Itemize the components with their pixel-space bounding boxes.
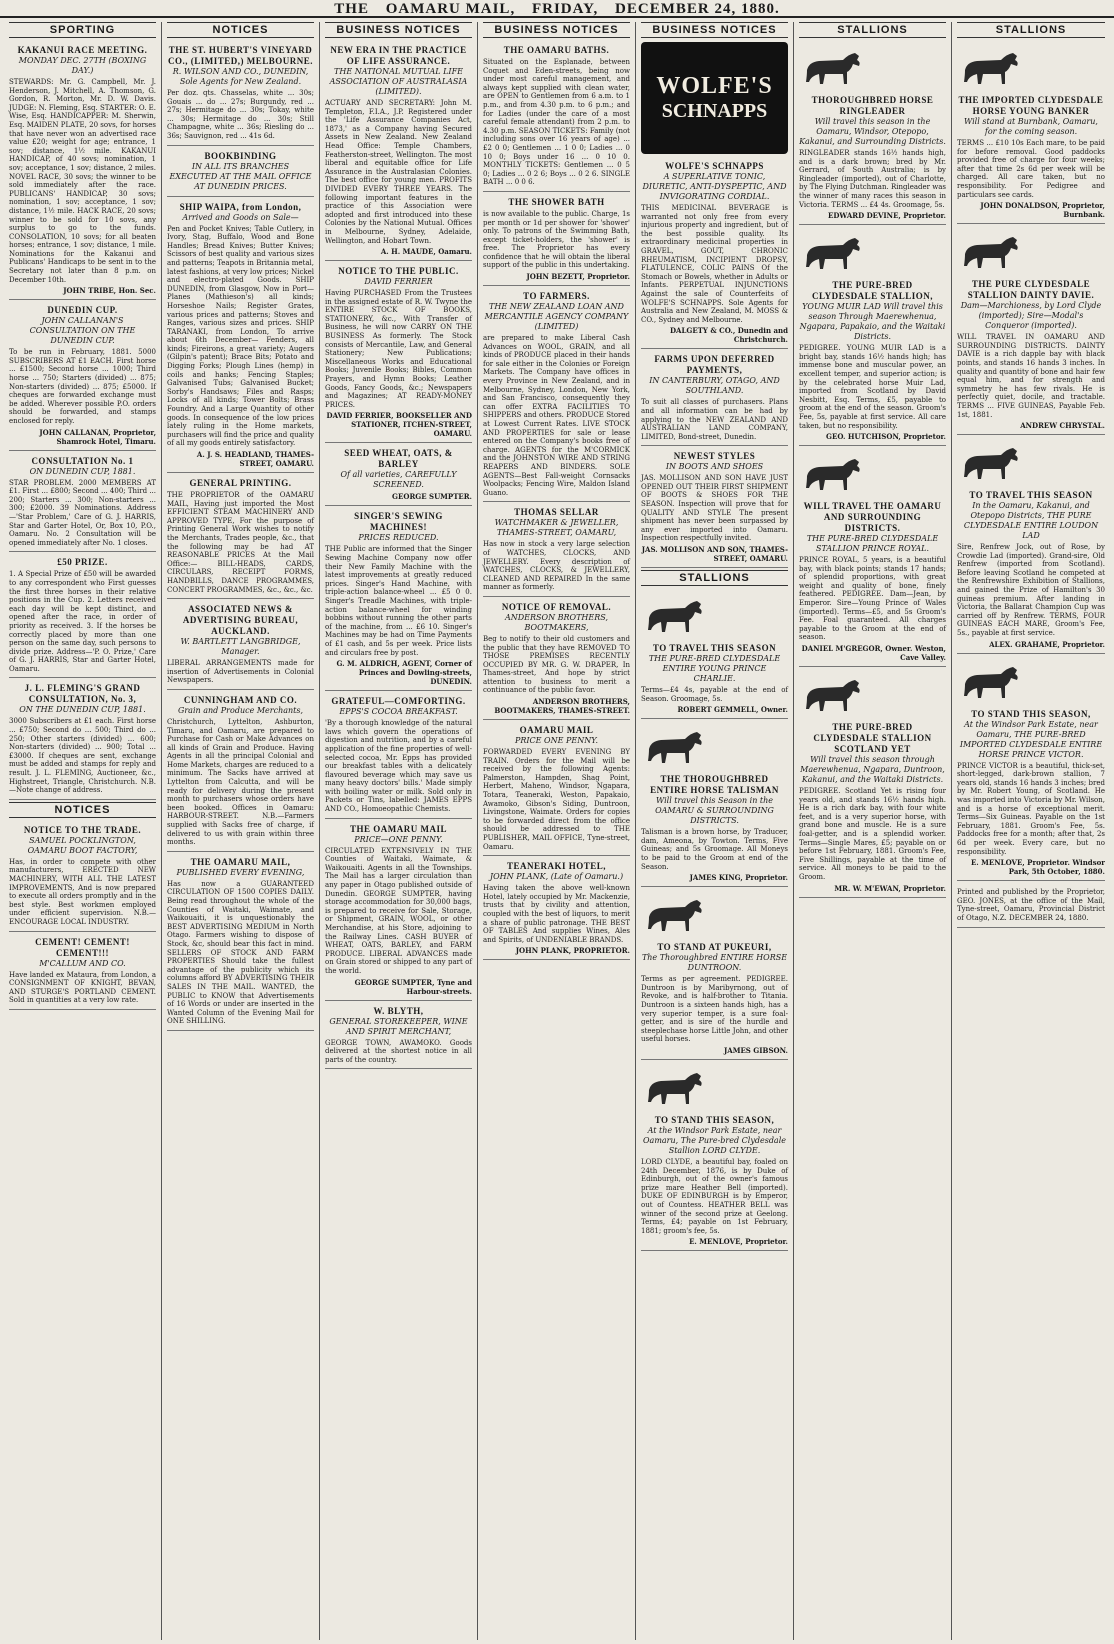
ad-title: TO TRAVEL THIS SEASON — [969, 490, 1093, 501]
advertisement — [799, 669, 946, 898]
ad-body-text: is now available to the public. Charge, 1s per month or 1d per shower for 'shower' only. To patrons of the Swimming Bath, except ticket-holders, the 'shower' is free. The Proprietor has every confidence that he will obtain the liberal support of the public in this undertaking. — [483, 209, 630, 270]
ad-title: CUNNINGHAM AND CO. — [183, 694, 298, 705]
column-3 — [320, 22, 478, 1640]
ad-body-text: Having taken the above well-known Hotel, lately occupied by Mr. Mackenzie, trusts that by civility and attention, coupled with the best of liquors, to merit a share of public patronage. THE BEST OF TABLES And supplies Wines, Ales and Spirits, of UNDENIABLE BRANDS. — [483, 884, 630, 944]
ad-subtitle: PRICE—ONE PENNY. — [354, 834, 443, 844]
ad-body-text: GEORGE TOWN, AWAMOKO. Goods delivered at the shortest notice in all parts of the country. — [325, 1038, 472, 1064]
ad-subtitle: PRICE ONE PENNY. — [514, 736, 599, 746]
ad-body-text: 'By a thorough knowledge of the natural laws which govern the operations of digestion and nutrition, and by a careful application of the fine properties of well-selected cocoa, Mr. Epps has provided our breakfast tables with a delicately flavoured beverage which may save us many heavy doctors' bills.' Made simply with boiling water or milk. Sold only in Packets or Tins, labelled: JAMES EPPS AND CO., Homoeopathic Chemists. — [325, 719, 472, 814]
ad-title: KAKANUI RACE MEETING. — [17, 45, 148, 55]
horse-engraving-icon — [957, 48, 1027, 88]
advertisement — [483, 504, 630, 597]
advertisement — [483, 858, 630, 960]
ad-signature: JOHN CALLANAN, Proprietor, Shamrock Hotel, Timaru. — [39, 427, 156, 446]
ad-body-text: Having PURCHASED From the Trustees in the assigned estate of R. W. Twyne the ENTIRE STOCK OF BOOKS, STATIONERY, &c., With Transfer of Business, he will now CARRY ON THE BUSINESS As formerly. The Stock consists of Mercantile, Law, and General Stationery; New Publications; Miscellaneous Works and Educational Books; Juvenile Books; Bibles, Common Prayers, and Hymn Books; Leather Goods, Fancy Goods, &c.; Newspapers and Magazines; AT READY-MONEY PRICES. — [325, 289, 472, 409]
advertisement — [167, 601, 314, 690]
advertisement — [799, 448, 946, 667]
horse-engraving-icon — [957, 232, 1027, 272]
ad-subtitle: GENERAL STOREKEEPER, WINE AND SPIRIT MERCHANT, — [329, 1016, 468, 1036]
ad-body-text: THE Public are informed that the Singer Sewing Machine Company now offer their New Family Machine with the latest improvements at greatly reduced prices. Singer's Hand Machine, with triple-action balance-wheel ... £5 0 0. Singer's Treadle Machines, with triple-action balance-wheel for winding bobbins without running the other parts of the machine, from ... £6 10. Singer's Machines may be had on Time Payments of £1 cash, and 5s per week. Price lists and circulars free by post. — [325, 545, 472, 657]
advertisement — [957, 656, 1105, 882]
ad-body-text: Pen and Pocket Knives; Table Cutlery, in Ivory, Stag, Buffalo, Wood and Bone Handles; Bread Knives; Butter Knives; Scissors of best quality and various sizes and patterns; Teapots in Britannia metal, latest fashions, at very low prices; Nickel and electro-plated Goods. SHIP DUNEDIN, from Glasgow, Now in Port— Planes (Mathieson's) all kinds; Horseshoe Nails; Register Grates, various prices and patterns; Stoves and Ranges, various sizes and prices. SHIP TARANAKI, from London, To arrive about 6th December— Fenders, all kinds; Fireirons, a great variety; Augers (Gilpin's patent); Brace Bits; Potato and Digging Forks; Plough Lines (hemp) in coils and hanks; Fencing Staples; Galvanised Tubs; Galvanised Bucket; Sorby's Handsaws; Files and Rasps; Locks of all kinds; Tower Bolts; Brass Foundry. And a Large Quantity of other goods. In consequence of the low prices lately ruling in the Home markets, purchasers will find the price and quality of all my goods entirely satisfactory. — [167, 224, 314, 448]
ad-body-text: LIBERAL ARRANGEMENTS made for insertion of Advertisements in Colonial Newspapers. — [167, 659, 314, 685]
advertisement — [641, 1062, 788, 1251]
column-2 — [162, 22, 320, 1640]
horse-engraving-icon — [957, 443, 1027, 483]
ad-signature: G. M. ALDRICH, AGENT, Corner of Princes and Dowling-streets, DUNEDIN. — [336, 659, 472, 687]
ad-subtitle: IN CANTERBURY, OTAGO, AND SOUTHLAND. — [649, 376, 780, 396]
ad-subtitle: JOHN PLANK, (Late of Oamaru.) — [489, 872, 624, 882]
advertisement — [9, 934, 156, 1010]
ad-subtitle: JOHN CALLANAN'S CONSULTATION ON THE DUNEDIN CUP. — [29, 316, 136, 346]
ad-signature: JOHN PLANK, PROPRIETOR. — [515, 946, 630, 956]
horse-engraving-icon — [799, 48, 869, 88]
ad-title: TO STAND THIS SEASON, — [654, 1114, 775, 1125]
ad-subtitle: Will stand at Burnbank, Oamaru, for the coming season. — [964, 117, 1098, 136]
ad-body-text: Have landed ex Mataura, from London, a CONSIGNMENT OF KNIGHT, BEVAN, AND STURGE'S PORTLAND CEMENT. Sold in quantities at a very low rate. — [9, 970, 156, 1005]
ad-title: THOMAS SELLAR — [514, 507, 599, 518]
ad-subtitle: At the Windsor Park Estate, near Oamaru, The Pure-bred Clydesdale Stallion LORD CLYDE. — [643, 1125, 786, 1155]
ad-subtitle: At the Windsor Park Estate, near Oamaru, THE PURE-BRED IMPORTED CLYDESDALE ENTIRE HORSE PRINCE VICTOR. — [959, 719, 1103, 759]
column-header: BUSINESS NOTICES — [483, 22, 630, 38]
advertisement — [325, 821, 472, 1001]
ad-subtitle: PUBLISHED EVERY EVENING, — [176, 867, 305, 877]
ad-title: THE IMPORTED CLYDESDALE HORSE YOUNG BANKER — [958, 95, 1104, 116]
column-header: NOTICES — [167, 22, 314, 38]
ad-title: THE OAMARU MAIL, — [190, 856, 291, 867]
ad-title: FARMS UPON DEFERRED PAYMENTS, — [654, 354, 775, 376]
ad-title: BOOKBINDING — [204, 150, 277, 161]
ad-body-text: PRINCE VICTOR is a beautiful, thick-set, short-legged, dark-brown stallion, 7 years old, stands 16 hands 3 inches; bred by Mr. Robert Young, of Scotland. He was imported into Victoria by Mr. Wilson, and is a horse of exceptional merit. Terms—Six Guineas. Payable on the 1st February, 1881. Groom's Fee, 5s. Paddocks free for a month; after that, 2s 6d per week. Every care, but no responsibility. — [957, 761, 1105, 856]
ad-signature: E. MENLOVE, Proprietor. — [689, 1237, 788, 1247]
ad-subtitle: PRICES REDUCED. — [358, 533, 439, 543]
ad-signature: A. J. S. HEADLAND, THAMES-STREET, OAMARU. — [196, 450, 314, 468]
advertisement — [483, 194, 630, 286]
column-header-secondary: STALLIONS — [641, 570, 788, 586]
advertisement — [483, 288, 630, 502]
ad-title: NEWEST STYLES — [673, 451, 756, 462]
logo-wolfes: WOLFE'S — [656, 73, 773, 99]
wolfes-schnapps-logo — [641, 42, 788, 154]
advertisement — [325, 1003, 472, 1070]
ad-subtitle: ON THE DUNEDIN CUP, 1881. — [19, 705, 146, 715]
ad-body-text: Has, in order to compete with other manufacturers, ERECTED NEW MACHINERY, WITH ALL THE LATEST IMPROVEMENTS, And is now prepared to execute all orders promptly and in the best style. Best workmen employed under efficient supervision. N.B.— ENCOURAGE LOCAL INDUSTRY. — [9, 857, 156, 926]
ad-signature: DAVID FERRIER, BOOKSELLER AND STATIONER, ITCHEN-STREET, OAMARU. — [326, 411, 472, 439]
ad-subtitle: W. BARTLETT LANGBRIDGE, Manager. — [180, 637, 301, 657]
ad-signature: JOHN TRIBE, Hon. Sec. — [63, 286, 156, 296]
ad-subtitle: THE NATIONAL MUTUAL LIFE ASSOCIATION OF AUSTRALASIA (LIMITED). — [329, 67, 468, 96]
advertisement — [9, 554, 156, 678]
ad-body-text: Beg to notify to their old customers and the public that they have REMOVED TO THOSE PREMISES RECENTLY OCCUPIED BY MR. G. W. DRAPER, In Thames-street, And hope by strict attention to business to merit a continuance of the public favor. — [483, 634, 630, 695]
horse-engraving-icon — [641, 596, 711, 636]
ad-signature: JOHN DONALDSON, Proprietor, Burnbank. — [980, 201, 1105, 220]
ad-title: THE ST. HUBERT'S VINEYARD CO., (LIMITED,) MELBOURNE. — [167, 45, 313, 66]
ad-signature: JAMES GIBSON. — [723, 1045, 788, 1055]
advertisement — [641, 721, 788, 887]
ad-body-text: PEDIGREE. YOUNG MUIR LAD is a bright bay, stands 16½ hands high; has immense bone and muscular power, an excellent temper, and superior action; is by the celebrated horse Muir Lad, imported from Scotland by David Nesbitt, Esq. Terms, £5, payable to groom at the end of the season. Groom's Fee, 5s, payable at first service. All care taken, but no responsibility. — [799, 344, 946, 430]
ad-title: TO STAND AT PUKEURI, — [657, 942, 772, 953]
ad-body-text: Has now in stock a very large selection of WATCHES, CLOCKS, AND JEWELLERY. Every description of WATCHES, CLOCKS, & JEWELLERY, CLEANED AND REPAIRED In the same manner as formerly. — [483, 540, 630, 592]
ad-subtitle: Grain and Produce Merchants, — [177, 705, 304, 715]
ad-body-text: 1. A Special Prize of £50 will be awarded to any correspondent who First guesses the first three horses in their relative positions in the Cup. 2. Letters received each day will be kept distinct, and opened after the race, in order of priority as received. 3. If the horses be correctly placed by more than one person on the same day, such persons to divide prize. Address—'P. O. Prize,' Care of G. J. HARRIS, Star and Garter Hotel, Oamaru. — [9, 570, 156, 673]
ad-title: NEW ERA IN THE PRACTICE OF LIFE ASSURANCE. — [330, 45, 467, 66]
horse-engraving-icon — [799, 675, 869, 715]
ad-title: NOTICE OF REMOVAL. — [501, 601, 612, 612]
ad-title: DUNEDIN CUP. — [47, 305, 118, 316]
ad-subtitle: Will travel this season through Maerewhenua, Ngapara, Duntroon, Kakanui, and the Waitaki Districts. — [800, 755, 945, 785]
ad-body-text: Situated on the Esplanade, between Coquet and Eden-streets, being now under most careful management, and always kept supplied with clean water, are OPEN to Gentlemen from 6 a.m. to 1 p.m., and from 4.30 p.m. to 6 p.m.; and for Ladies (under the care of a most careful female attendant) from 2 p.m. to 4.30 p.m. SEASON TICKETS: Family (not including sons over 16 years of age) ... £2 0 0; Gentlemen ... 1 0 0; Ladies ... 0 10 0; Boys under 16 ... 0 10 0. MONTHLY TICKETS: Gentlemen ... 0 5 0; Ladies ... 0 2 6; Boys ... 0 2 6. SINGLE BATH ... 0 0 6. — [483, 58, 630, 187]
ad-body-text: JAS. MOLLISON AND SON HAVE JUST OPENED OUT THEIR FIRST SHIPMENT OF BOOTS & SHOES FOR THE SEASON. Inspection will prove that for QUALITY AND STYLE The present shipment has never been surpassed by any ever imported into Oamaru. Inspection respectfully invited. — [641, 474, 788, 543]
ad-body-text: TERMS ... £10 10s Each mare, to be paid for before removal. Good paddocks provided free of charge for four weeks; after that time 2s 6d per week will be charged. All care taken, but no responsibility. For Pedigree and particulars see cards. — [957, 139, 1105, 199]
ad-subtitle: M'CALLUM AND CO. — [39, 958, 126, 968]
ad-body-text: Printed and published by the Proprietor, GEO. JONES, at the office of the Mail, Tyne-street, Oamaru, Provincial District of Otago, N.Z. DECEMBER 24, 1880. — [957, 888, 1105, 922]
ad-subtitle: The Thoroughbred ENTIRE HORSE DUNTROON. — [641, 953, 788, 973]
advertisement — [799, 227, 946, 446]
advertisement — [167, 692, 314, 852]
horse-engraving-icon — [799, 454, 869, 494]
ad-body-text: LORD CLYDE, a beautiful bay, foaled on 24th December, 1876, is by Duke of Edinburgh, out of the owner's famous prize mare Heather Bell (imported). DUKE OF EDINBURGH is by Emperor, out of Countess. HEATHER BELL was winner of the second prize at Geelong. Terms, £4; payable on 1st February, 1881; groom's fee, 5s. — [641, 1157, 788, 1235]
ad-title: THE PURE-BRED CLYDESDALE STALLION SCOTLAND YET — [813, 722, 932, 755]
ad-signature: ALEX. GRAHAME, Proprietor. — [989, 639, 1105, 649]
ad-signature: DANIEL M'GREGOR, Owner. Weston, Cave Valley. — [801, 644, 946, 663]
advertisement — [799, 42, 946, 225]
ad-subtitle: ANDERSON BROTHERS, BOOTMAKERS, — [504, 612, 608, 632]
ad-title: TEANERAKI HOTEL, — [506, 861, 607, 872]
ad-title: THE PURE-BRED CLYDESDALE STALLION, — [811, 280, 934, 302]
advertisement — [9, 822, 156, 932]
ad-title: CEMENT! CEMENT! CEMENT!!! — [35, 936, 130, 958]
ad-body-text: STAR PROBLEM. 2000 MEMBERS AT £1. First ... £800; Second ... 400; Third ... 200; Starters ... 300; Non-starters ... 300; £2000. 39 Nominations. Address—'Star Problem,' Care of G. J. HARRIS, Star and Garter Hotel, Or, Box 10, P.O., Oamaru. No. 2 Consultation will be opened immediately after No. 1 closes. — [9, 478, 157, 547]
column-header: SPORTING — [9, 22, 156, 38]
ad-title: THOROUGHBRED HORSE RINGLEADER — [811, 95, 934, 116]
ad-signature: EDWARD DEVINE, Proprietor. — [828, 211, 946, 221]
advertisement — [325, 263, 472, 443]
ad-subtitle: In the Oamaru, Kakanui, and Otepopo Districts, THE PURE CLYDESDALE ENTIRE LOUDON LAD — [963, 501, 1099, 541]
ad-signature: JAMES KING, Proprietor. — [689, 873, 788, 883]
advertisement — [9, 680, 156, 799]
ad-subtitle: R. WILSON AND CO., DUNEDIN, Sole Agents for New Zealand. — [172, 67, 309, 86]
column-header: BUSINESS NOTICES — [641, 22, 788, 38]
column-6 — [794, 22, 952, 1640]
ad-body-text: Talisman is a brown horse, by Traducer, dam, Ameona, by Towton. Terms, Five Guineas; and 5s Groomage. All Moneys to be paid to the Groom at end of the Season. — [641, 828, 788, 871]
ad-body-text: THE PROPRIETOR of the OAMARU MAIL, Having just imported the Most EFFICIENT STEAM MACHINERY AND APPROVED TYPE, For the purpose of Printing General Work wishes to notify the Merchants, Trades people, &c., that the following may be had AT REASONABLE PRICES At the Mail Office:— BILL-HEADS, CARDS, CIRCULARS, RECEIPT FORMS, HANDBILLS, DANCE PROGRAMMES, CONCERT PROGRAMMES, &c., &c., &c. — [167, 491, 314, 594]
advertisement — [641, 351, 788, 446]
ad-title: THE SHOWER BATH — [508, 196, 605, 207]
ad-subtitle: THE NEW ZEALAND LOAN AND MERCANTILE AGENCY COMPANY (LIMITED) — [484, 302, 629, 332]
column-header-secondary: NOTICES — [9, 802, 156, 818]
ad-body-text: ACTUARY AND SECRETARY: John M. Templeton, F.I.A., J.P. Registered under the 'Life Assurance Companies Act, 1873,' as a Company having Secured Assets in New Zealand. New Zealand Head Office: Temple Chambers, Featherston-street, Wellington. The most liberal and equitable office for Life Assurance in the Australasian Colonies. The best office for young men. PROFITS DIVIDED EVERY THREE YEARS. The following important features in the practice of this Association were adopted and first introduced into these Colonies by the National Mutual. Offices in Melbourne, Sydney, Adelaide, Wellington, and Hobart Town. — [325, 99, 472, 245]
advertisement — [167, 42, 314, 146]
ad-body-text: PEDIGREE. Scotland Yet is rising four years old, and stands 16½ hands high. He is a rich dark bay, with four white feet, and is a very superior horse, with grand bone and muscle. He is a sure foal-getter, and is a splendid worker. Terms—Single Mares, £5; payable on or before 1st February, 1881. Groom's Fee, Five Shillings, payable at the time of service. All moneys to be paid to the Groom. — [799, 787, 946, 881]
ad-title: THE OAMARU BATHS. — [503, 45, 610, 55]
column-5 — [636, 22, 794, 1640]
ad-body-text: Sire, Renfrew Jock, out of Rose, by Crowdie Lad (imported). Grand-sire, Old Renfrew (imported from Scotland). Before leaving Scotland he competed at the Renfrewshire Exhibition of Stallions, and gained the Prize of Hamilton's 30 guineas premium. After landing in Victoria, the Ballarat Champion Cup was carried off by Renfrew. TERMS, FOUR GUINEAS EACH MARE, Groom's Fee, 5s., payable at first service. — [957, 543, 1105, 638]
ad-body-text: STEWARDS: Mr. G. Campbell, Mr. J. Henderson, J. Mitchell, A. Thomson, G. Gordon, R. Morton, Mr. D. W. Davis. JUDGE: N. Fleming, Esq. STARTER: O. E. Wise, Esq. HANDICAPPER: M. Sherwin, Esq. MAIDEN PLATE, 20 sovs, for horses that have never won an advertised race value £20; weight for age; entrance, 1 sov; distance, 1½ mile. KAKANUI HANDICAP, of 40 sovs; nomination, 1 sov; acceptance, 1 sov; distance, 2 miles. NOVEL RACE, 30 sovs; the winner to be sold immediately after the race. PUBLICANS' HANDICAP, 30 sovs; nomination, 1 sov; acceptance, 1 sov; distance, 1½ mile. HACK RACE, 20 sovs; winner to be sold for 10 sovs, any surplus to go to the funds. CONSOLATION, 10 sovs; for all beaten horses; entrance, 1 sov; distance, 1 mile. Nominations for the Kakanui and Publicans' Handicaps to be sent in to the Secretary not later than 8 p.m. on December 10th. — [9, 78, 156, 284]
ad-subtitle: Will travel this season in the Oamaru, Windsor, Otepopo, Kakanui, and Surrounding Districts. — [799, 117, 946, 146]
title-day: FRIDAY, — [531, 1, 599, 17]
ad-body-text: Has now a GUARANTEED CIRCULATION OF 1500 COPIES DAILY. Being read throughout the whole of the Counties of Waitaki, Waimate, and Waikouaiti, it is unquestionably the BEST ADVERTISING MEDIUM in North Otago. Farmers wishing to dispose of Stock, &c, should bear this fact in mind. SELLERS OF STOCK AND FARM PROPERTIES Should take the fullest advantage of the publicity which its columns afford BY ADVERTISING THEIR SALES IN THE MAIL. WANTED, the PUBLIC to KNOW that Advertisements of 16 Words or under are inserted in the Wanted Column of the Evening Mail for ONE SHILLING. — [167, 879, 314, 1026]
advertisement — [641, 448, 788, 568]
ad-title: THE OAMARU MAIL — [350, 823, 447, 834]
advertisement — [483, 42, 630, 192]
advertisement — [167, 854, 314, 1031]
advertisement — [9, 302, 156, 450]
ad-title: W. BLYTH, — [373, 1005, 424, 1016]
advertisement — [9, 42, 156, 300]
ad-title: THE PURE CLYDESDALE STALLION DAINTY DAVIE. — [967, 279, 1095, 301]
ad-title: £50 PRIZE. — [57, 557, 108, 568]
ad-title: NOTICE TO THE PUBLIC. — [338, 266, 459, 277]
column-header: BUSINESS NOTICES — [325, 22, 472, 38]
advertisement — [167, 199, 314, 473]
ad-subtitle: Dam—Marchioness, by Lord Clyde (imported); Sire—Modal's Conqueror (imported). — [960, 301, 1102, 331]
title-main: OAMARU MAIL, — [385, 1, 516, 17]
advertisement — [325, 445, 472, 506]
ad-signature: ROBERT GEMMELL, Owner. — [677, 705, 788, 715]
masthead-title — [0, 1, 1114, 18]
ad-title: WOLFE'S SCHNAPPS — [665, 161, 764, 171]
ad-subtitle: YOUNG MUIR LAD Will travel this season Through Maerewhenua, Ngapara, Papakaio, and the Waitaki Districts. — [799, 302, 946, 342]
ad-title: THE THOROUGHBRED ENTIRE HORSE TALISMAN — [650, 774, 779, 796]
ad-subtitle: MONDAY DEC. 27TH (BOXING DAY.) — [18, 56, 147, 75]
advertisement — [483, 599, 630, 720]
ad-subtitle: IN ALL ITS BRANCHES EXECUTED AT THE MAIL OFFICE AT DUNEDIN PRICES. — [169, 161, 312, 191]
masthead — [0, 0, 1114, 18]
ad-title: WILL TRAVEL THE OAMARU AND SURROUNDING DISTRICTS. — [803, 501, 942, 534]
ad-body-text: FORWARDED EVERY EVENING BY TRAIN. Orders for the Mail will be received by the following Agents: Palmerston, Hampden, Shag Point, Herbert, Maheno, Windsor, Ngapara, Totara, Teaneraki, Weston, Papakaio, Awamoko, Gibson's Siding, Duntroon, Livingstone, Waimate. Orders for copies to be forwarded direct from the office should be addressed to THE PUBLISHER, MAIL OFFICE, Tyne-street, Oamaru. — [483, 748, 630, 851]
advertisement — [641, 158, 788, 349]
ad-subtitle: THE PURE-BRED CLYDESDALE ENTIRE YOUNG PRINCE CHARLIE. — [648, 654, 781, 684]
ad-title: NOTICE TO THE TRADE. — [23, 824, 142, 835]
ad-signature: A. H. MAUDE, Oamaru. — [380, 247, 472, 257]
ad-title: OAMARU MAIL — [519, 725, 594, 736]
advertisement — [325, 42, 472, 261]
logo-schnapps: SCHNAPPS — [661, 100, 768, 122]
ad-subtitle: Arrived and Goods on Sale— — [182, 212, 299, 222]
ad-subtitle: WATCHMAKER & JEWELLER, THAMES-STREET, OAMARU, — [494, 518, 619, 538]
ad-signature: MR. W. M'EWAN, Proprietor. — [834, 883, 946, 893]
ad-body-text: PRINCE ROYAL, 5 years, is a beautiful bay, with black points; stands 17 hands; of splendid proportions, with great weight and quality of bone, finely feathered. PEDIGREE. Dam—Jean, by Emperor. Sire—Young Prince of Wales (imported). Terms—£5, and 5s Groom's Fee. Foal guaranteed. All charges payable to the Groom at the end of season. — [799, 556, 946, 642]
ad-body-text: Terms—£4 4s, payable at the end of Season. Groomage, 5s. — [641, 686, 788, 703]
advertisement — [957, 883, 1105, 927]
column-1 — [4, 22, 162, 1640]
ad-body-text: Christchurch, Lyttelton, Ashburton, Timaru, and Oamaru, are prepared to Purchase for Cash or Make Advances on all kinds of Grain and Produce. Having Agents in all the principal Colonial and Home Markets, charges are reduced to a minimum. The Sacks have arrived at Lyttelton from Calcutta, and will be ready for delivery during the present month to purchasers whose orders have been booked. Offices in Oamaru: HARBOUR-STREET. N.B.—Farmers supplied with Sacks free of charge, if delivered to us with grain within three months. — [167, 717, 314, 847]
ad-title: TO FARMERS. — [523, 291, 590, 302]
ad-subtitle: SAMUEL POCKLINGTON, OAMARU BOOT FACTORY, — [27, 835, 138, 855]
ad-subtitle: ON DUNEDIN CUP, 1881. — [29, 466, 136, 476]
column-7 — [952, 22, 1110, 1640]
ad-signature: GEO. HUTCHISON, Proprietor. — [826, 432, 946, 442]
advertisement — [957, 437, 1105, 654]
ad-signature: GEORGE SUMPTER, Tyne and Harbour-streets. — [354, 977, 472, 996]
horse-engraving-icon — [641, 895, 711, 935]
ad-body-text: Per doz. qts. Chasselas, white ... 30s; Gouais ... do ... 27s; Burgundy, red ... 27s; Hermitage do ... 30s; Tokay, white ... 30s; Hermitage do ... 30s; Still Champagne, white ... 36s; Riesling do ... 36s; Sauvignon, red ... 41s 6d. — [167, 89, 314, 140]
advertisement — [641, 889, 788, 1060]
horse-engraving-icon — [641, 727, 711, 767]
ad-subtitle: IN BOOTS AND SHOES — [665, 462, 764, 472]
ad-body-text: To be run in February, 1881. 5000 SUBSCRIBERS AT £1 EACH. First horse ... £1500; Second horse ... 1000; Third horse ... 750; Starters (divided) ... 875; Non-starters (divided) ... 875; £5000. If cheques are forwarded exchange must be added. Wherever possible P.O. orders should be forwarded, and stamps enclosed for reply. — [9, 348, 156, 425]
ad-title: GRATEFUL—COMFORTING. — [331, 696, 466, 707]
advertisement — [483, 722, 630, 856]
column-4 — [478, 22, 636, 1640]
horse-engraving-icon — [799, 233, 869, 273]
ad-body-text: are prepared to make Liberal Cash Advances on WOOL, GRAIN, and all kinds of PRODUCE placed in their hands for sale either in the Colonies or Foreign Markets. The Company have offices in every Province in New Zealand, and in Melbourne, Sydney, London, New York, and San Francisco, consequently they can offer EXTRA FACILITIES TO SHIPPERS and others. PRODUCE Stored at Lowest Current Rates. LIVE STOCK AND PROPERTIES for sale or lease entered on the Company's books free of charge. AGENTS for the M'CORMICK and the JOHNSTON WIRE AND STRING REAPERS AND BINDERS. SOLE AGENTS—Best Fall-weight Cornsacks Woolpacks; Fencing Wire, Maldon Island Guano. — [483, 334, 630, 497]
advertisement — [167, 148, 314, 197]
column-header: STALLIONS — [957, 22, 1105, 38]
advertisement — [167, 475, 314, 599]
ad-subtitle: DAVID FERRIER — [364, 277, 433, 287]
ad-body-text: 3000 Subscribers at £1 each. First horse ... £750; Second do ... 500; Third do ... 250; Other starters (divided) ... 600; Non-starters (divided) ... 900; Total ... £3000. If cheques are sent, exchange must be added and stamps for reply and result. J. L. FLEMING, Auctioneer, &c., Highstreet, Triangle, Christchurch. N.B.—Note change of address. — [9, 717, 156, 795]
ad-subtitle: Will travel this Season in the OAMARU & SURROUNDING DISTRICTS. — [655, 796, 774, 826]
ad-signature: ANDERSON BROTHERS, BOOTMAKERS, THAMES-STREET. — [494, 697, 630, 716]
newspaper-columns — [4, 22, 1110, 1640]
column-header: STALLIONS — [799, 22, 946, 38]
horse-engraving-icon — [957, 662, 1027, 702]
ad-title: SINGER'S SEWING MACHINES! — [354, 511, 443, 533]
ad-title: TO STAND THIS SEASON, — [971, 708, 1091, 719]
ad-body-text: CIRCULATED EXTENSIVELY IN THE Counties of Waitaki, Waimate, & Waikouaiti. Agents in all the Townships. The Mail has a larger circulation than any paper in Otago published outside of Dunedin. GEORGE SUMPTER, having storage accommodation for 30,000 bags, is prepared to receive for Sale, Storage, or Shipment, GRAIN, WOOL, or other Merchandise, at his Store, adjoining to the Railway Lines. CASH BUYER of WHEAT, OATS, BARLEY, and FARM PRODUCE. LIBERAL ADVANCES made on Grain stored or shipped to any part of the world. — [325, 846, 472, 975]
title-the: THE — [334, 1, 369, 17]
ad-subtitle: A SUPERLATIVE TONIC, DIURETIC, ANTI-DYSPEPTIC, AND INVIGORATING CORDIAL. — [642, 172, 787, 201]
ad-title: CONSULTATION No. 1 — [31, 455, 134, 466]
advertisement — [9, 453, 156, 553]
horse-engraving-icon — [641, 1068, 711, 1108]
ad-signature: JAS. MOLLISON AND SON, THAMES-STREET, OAMARU. — [641, 545, 788, 564]
advertisement — [957, 226, 1105, 435]
ad-title: ASSOCIATED NEWS & ADVERTISING BUREAU, AUCKLAND. — [182, 604, 299, 637]
ad-signature: E. MENLOVE, Proprietor. Windsor Park, 5th October, 1880. — [970, 858, 1105, 877]
ad-body-text: To suit all classes of purchasers. Plans and all information can be had by applying to the NEW ZEALAND AND AUSTRALIAN LAND COMPANY, LIMITED, Bond-street, Dunedin. — [641, 398, 788, 441]
ad-subtitle: Of all varieties, CAREFULLY SCREENED. — [340, 470, 457, 490]
ad-title: GENERAL PRINTING. — [189, 478, 292, 488]
ad-subtitle: EPPS'S COCOA BREAKFAST. — [339, 707, 458, 717]
ad-body-text: RINGLEADER stands 16½ hands high, and is a dark brown; bred by Mr. Gerrard, of South Australia; is by Ringleader (imported), out of Charlotte, by The Flying Dutchman. Ringleader was the winner of many races this season in Victoria. TERMS ... £4 4s. Groomage, 5s. — [799, 149, 946, 209]
ad-signature: DALGETY & CO., Dunedin and Christchurch. — [669, 326, 788, 345]
ad-signature: GEORGE SUMPTER. — [392, 492, 472, 502]
advertisement — [957, 42, 1105, 224]
ad-title: SEED WHEAT, OATS, & BARLEY — [344, 448, 453, 470]
advertisement — [641, 590, 788, 719]
ad-body-text: THIS MEDICINAL BEVERAGE is warranted not only free from every injurious property and ingredient, but of the best possible quality. Its extraordinary medicinal properties in GRAVEL, GOUT, CHRONIC RHEUMATISM, INCIPIENT DROPSY, FLATULENCE, COLIC PAINS Of the Stomach or Bowels, whether in Adults or Infants. PERPETUAL INJUNCTIONS Against the sale of Counterfeits of WOLFE'S SCHNAPPS. Sole Agents for Australia and New Zealand, M. MOSS & CO., Sydney and Melbourne. — [641, 204, 788, 324]
ad-body-text: WILL TRAVEL IN OAMARU AND SURROUNDING DISTRICTS. DAINTY DAVIE is a rich dapple bay with black points, and stands 16 hands 3 inches. In quality and quantity of bone and hair few equal him, and for strength and symmetry he has few rivals. He is perfectly quiet, docile, and tractable. TERMS ... FIVE GUINEAS, Payable Feb. 1st, 1881. — [957, 333, 1105, 419]
advertisement — [325, 508, 472, 691]
ad-title: SHIP WAIPA, from London, — [179, 201, 302, 212]
ad-title: J. L. FLEMING'S GRAND CONSULTATION, No. 3, — [24, 683, 141, 705]
ad-subtitle: THE PURE-BRED CLYDESDALE STALLION PRINCE ROYAL. — [806, 534, 939, 554]
advertisement — [325, 693, 472, 819]
ad-signature: JOHN BEZETT, Proprietor. — [526, 272, 630, 282]
ad-signature: ANDREW CHRYSTAL. — [1020, 421, 1105, 431]
ad-body-text: Terms as per agreement. PEDIGREE. Duntroon is by Maribyrnong, out of Revoke, and is half-brother to Titania. Duntroon is a sixteen hands high, has a very superior temper, is a sure foal-getter, and is sire of the hurdle and steeplechase horse Little John, and other useful horses. — [641, 975, 788, 1044]
title-date: DECEMBER 24, 1880. — [615, 1, 780, 17]
ad-title: TO TRAVEL THIS SEASON — [652, 643, 777, 654]
